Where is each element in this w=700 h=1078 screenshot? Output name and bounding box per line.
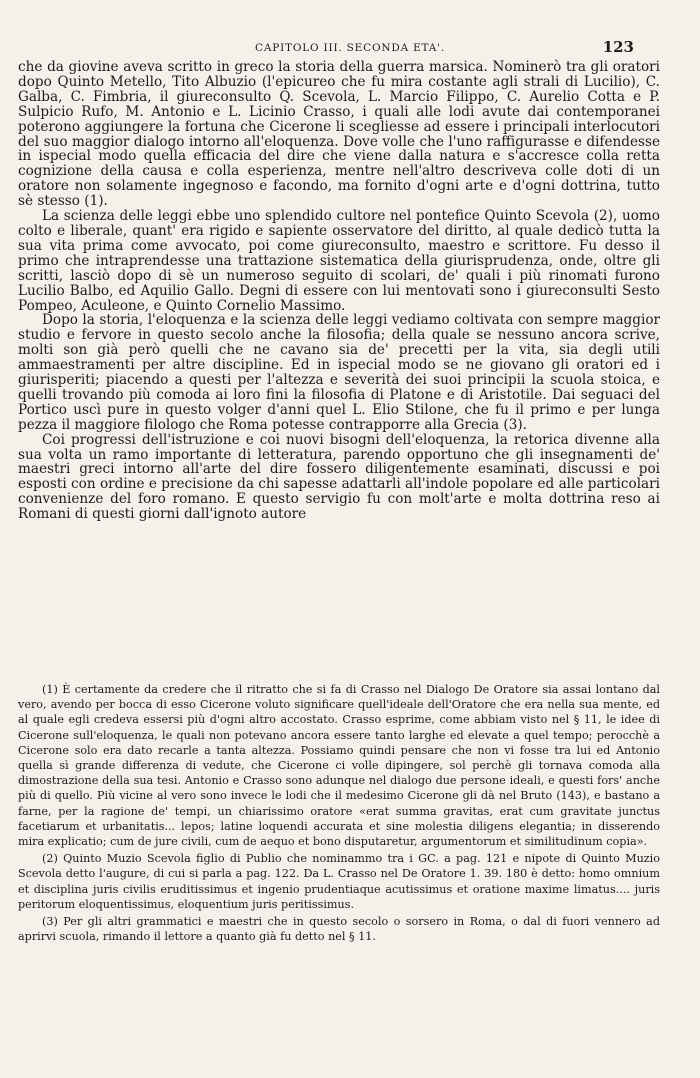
paragraph: Coi progressi dell'istruzione e coi nuovi bisogni dell'eloquenza, la retorica divenne alla sua volta un ramo importante di letteratura, parendo opportuno che gli insegnamenti de' maestri greci intorno all'arte del dire fossero diligentemente esaminati, discussi e poi esposti con ordine e precisione da chi sapesse adattarli all'indole popolare ed alle particolari convenienze del foro romano. E questo servigio fu con molt'arte e molta dottrina reso ai Romani di questi giorni dall'ignoto autore <box>18 431 660 523</box>
footnote: (3) Per gli altri grammatici e maestri che in questo secolo o sorsero in Roma, o dal di fuori vennero ad aprirvi scuola, rimando il lettore a quanto già fu detto nel § 11. <box>18 915 660 944</box>
running-head: CAPITOLO III. SECONDA ETA'. <box>254 42 445 54</box>
page-number: 123 <box>602 38 634 56</box>
main-text <box>18 60 660 522</box>
page-header <box>0 38 700 60</box>
paragraph: La scienza delle leggi ebbe uno splendido cultore nel pontefice Quinto Scevola (2), uomo colto e liberale, quant' era rigido e sapiente osservatore del diritto, al quale dedicò tutta la sua vita prima come avvocato, poi come giureconsulto, maestro e scrittore. Fu desso il primo che intraprendesse una trattazione sistematica della giurisprudenza, onde, oltre gli scritti, lasciò dopo di sè un numeroso seguito di scolari, de' quali i più rinomati furono Lucilio Balbo, ed Aquilio Gallo. Degni di essere con lui mentovati sono i giureconsulti Sesto Pompeo, Aculeone, e Quinto Cornelio Massimo. <box>18 208 660 314</box>
footnote: (1) È certamente da credere che il ritratto che si fa di Crasso nel Dialogo De Oratore sia assai lontano dal vero, avendo per bocca di esso Cicerone voluto significare quell'ideale dell'Oratore che era nella sua mente, ed al quale egli credeva essersi più d'ogni altro accostato. Crasso esprime, come abbiam visto nel § 11, le idee di Cicerone sull'eloquenza, le quali non potevano ancora essere tanto larghe ed elevate a quel tempo; perocchè a Cicerone solo era dato recarle a tanta altezza. Possiamo quindi pensare che non vi fosse tra lui ed Antonio quella sì grande differenza di vedute, che Cicerone ci volle dipingere, sol perchè gli tornava comoda alla dimostrazione della sua tesi. Antonio e Crasso sono adunque nel dialogo due persone ideali, e questi fors' anche più di quello. Più vicine al vero sono invece le lodi che il medesimo Cicerone gli dà nel Bruto (143), e bastano a farne, per la ragione de' tempi, un chiarissimo oratore «erat summa gravitas, erat cum gravitate junctus facetiarum et urbanitatis... lepos; latine loquendi accurata et sine molestia diligens elegantia; in disserendo mira explicatio; cum de jure civili, cum de aequo et bono disputaretur, argumentorum et similitudinum copia». <box>18 683 660 849</box>
paragraph: Dopo la storia, l'eloquenza e la scienza delle leggi vediamo coltivata con sempre maggior studio e fervore in questo secolo anche la filosofia; della quale se nessuno ancora scrive, molti son già però quelli che ne cavano sia de' precetti per la vita, sia degli utili ammaestramenti per altre discipline. Ed in ispecial modo se ne giovano gli oratori ed i giurisperiti; piacendo a questi per l'altezza e severità dei suoi principii la scuola stoica, e quelli trovando più comoda ai loro fini la filosofia di Platone e di Aristotile. Dai seguaci del Portico uscì pure in questo volger d'anni quel L. Elio Stilone, che fu il primo e per lunga pezza il maggiore filologo che Roma potesse contrapporre alla Grecia (3). <box>18 312 660 433</box>
paragraph: che da giovine aveva scritto in greco la storia della guerra marsica. Nominerò tra gli oratori dopo Quinto Metello, Tito Albuzio (l'epicureo che fu mira costante agli strali di Lucilio), C. Galba, C. Fimbria, il giureconsulto Q. Scevola, L. Marcio Filippo, C. Aurelio Cotta e P. Sulpicio Rufo, M. Antonio e L. Licinio Crasso, i quali alle lodi avute dai contemporanei poterono aggiungere la fortuna che Cicerone li scegliesse ad essere i principali interlocutori del suo maggior dialogo intorno all'eloquenza. Dove volle che l'uno raffigurasse e difendesse in ispecial modo quella efficacia del dire che viene dalla natura e s'accresce colla retta cognizione della causa e colla esperienza, mentre nell'altro descriveva colle doti di un oratore non solamente ingegnoso e facondo, ma fornito d'ogni arte e d'ogni dottrina, tutto sè stesso (1). <box>18 59 660 210</box>
footnotes <box>18 682 660 946</box>
footnote: (2) Quinto Muzio Scevola figlio di Publio che nominammo tra i GC. a pag. 121 e nipote di Quinto Muzio Scevola detto l'augure, di cui si parla a pag. 122. Da L. Crasso nel De Oratore 1. 39. 180 è detto: homo omnium et disciplina juris civilis eruditissimus et ingenio prudentiaque acutissimus et oratione maxime limatus.... juris peritorum eloquentissimus, eloquentium juris peritissimus. <box>18 852 660 911</box>
